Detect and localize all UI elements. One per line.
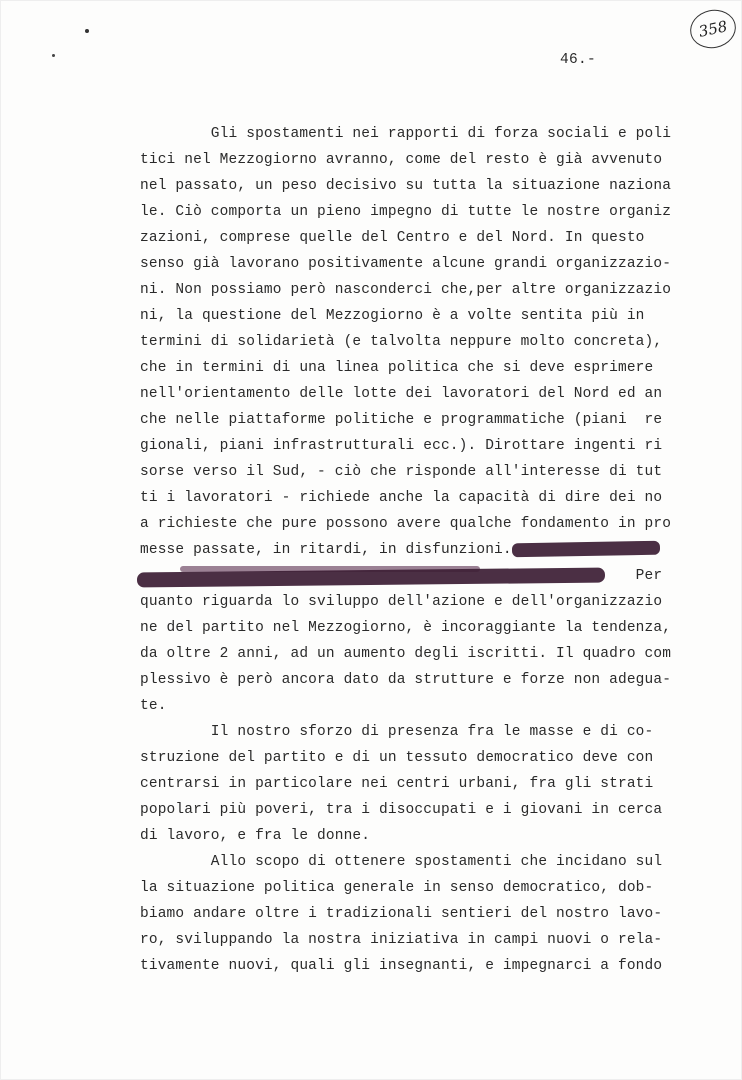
text-line: tici nel Mezzogiorno avranno, come del resto è già avvenuto — [140, 152, 663, 168]
text-line: gionali, piani infrastrutturali ecc.). Dirottare ingenti ri — [140, 438, 663, 454]
text-line: sorse verso il Sud, - ciò che risponde all'interesse di tut — [140, 464, 663, 480]
ink-dot — [52, 54, 55, 57]
text-line: popolari più poveri, tra i disoccupati e i giovani in cerca — [140, 802, 663, 818]
text-line: biamo andare oltre i tradizionali sentieri del nostro lavo- — [140, 906, 663, 922]
archive-stamp: 358 — [687, 6, 740, 53]
text-line: senso già lavorano positivamente alcune grandi organizzazio- — [140, 256, 672, 272]
text-line: da oltre 2 anni, ad un aumento degli iscritti. Il quadro com — [140, 646, 672, 662]
text-line: zazioni, comprese quelle del Centro e del Nord. In questo — [140, 230, 645, 246]
text-line: Il nostro sforzo di presenza fra le masse e di co- — [140, 724, 654, 740]
text-line: nel passato, un peso decisivo su tutta la situazione naziona — [140, 178, 672, 194]
text-line: Allo scopo di ottenere spostamenti che incidano sul — [140, 854, 663, 870]
page-number: 46.- — [560, 52, 597, 68]
text-line: ro, sviluppando la nostra iniziativa in campi nuovi o rela- — [140, 932, 663, 948]
text-line: Gli spostamenti nei rapporti di forza sociali e poli — [140, 126, 672, 142]
text-line: centrarsi in particolare nei centri urbani, fra gli strati — [140, 776, 654, 792]
text-line: ni. Non possiamo però nasconderci che,per altre organizzazio — [140, 282, 672, 298]
text-line: tivamente nuovi, quali gli insegnanti, e impegnarci a fondo — [140, 958, 663, 974]
text-line: che nelle piattaforme politiche e programmatiche (piani re — [140, 412, 663, 428]
text-line: te. — [140, 698, 167, 714]
text-line: Per — [140, 568, 663, 584]
text-line: plessivo è però ancora dato da strutture e forze non adegua- — [140, 672, 672, 688]
redaction-mark — [512, 541, 660, 558]
text-line: nell'orientamento delle lotte dei lavoratori del Nord ed an — [140, 386, 663, 402]
ink-dot — [85, 29, 89, 33]
text-line: ni, la questione del Mezzogiorno è a volte sentita più in — [140, 308, 645, 324]
text-line: termini di solidarietà (e talvolta neppure molto concreta), — [140, 334, 663, 350]
text-line: struzione del partito e di un tessuto democratico deve con — [140, 750, 654, 766]
text-line: che in termini di una linea politica che si deve esprimere — [140, 360, 654, 376]
text-line: messe passate, in ritardi, in disfunzioni. — [140, 542, 512, 558]
text-line: ti i lavoratori - richiede anche la capacità di dire dei no — [140, 490, 663, 506]
text-line: le. Ciò comporta un pieno impegno di tutte le nostre organiz — [140, 204, 672, 220]
text-line: a richieste che pure possono avere qualche fondamento in pro — [140, 516, 672, 532]
text-line: ne del partito nel Mezzogiorno, è incoraggiante la tendenza, — [140, 620, 672, 636]
text-line: di lavoro, e fra le donne. — [140, 828, 371, 844]
text-line: la situazione politica generale in senso democratico, dob- — [140, 880, 654, 896]
text-line: quanto riguarda lo sviluppo dell'azione e dell'organizzazio — [140, 594, 663, 610]
